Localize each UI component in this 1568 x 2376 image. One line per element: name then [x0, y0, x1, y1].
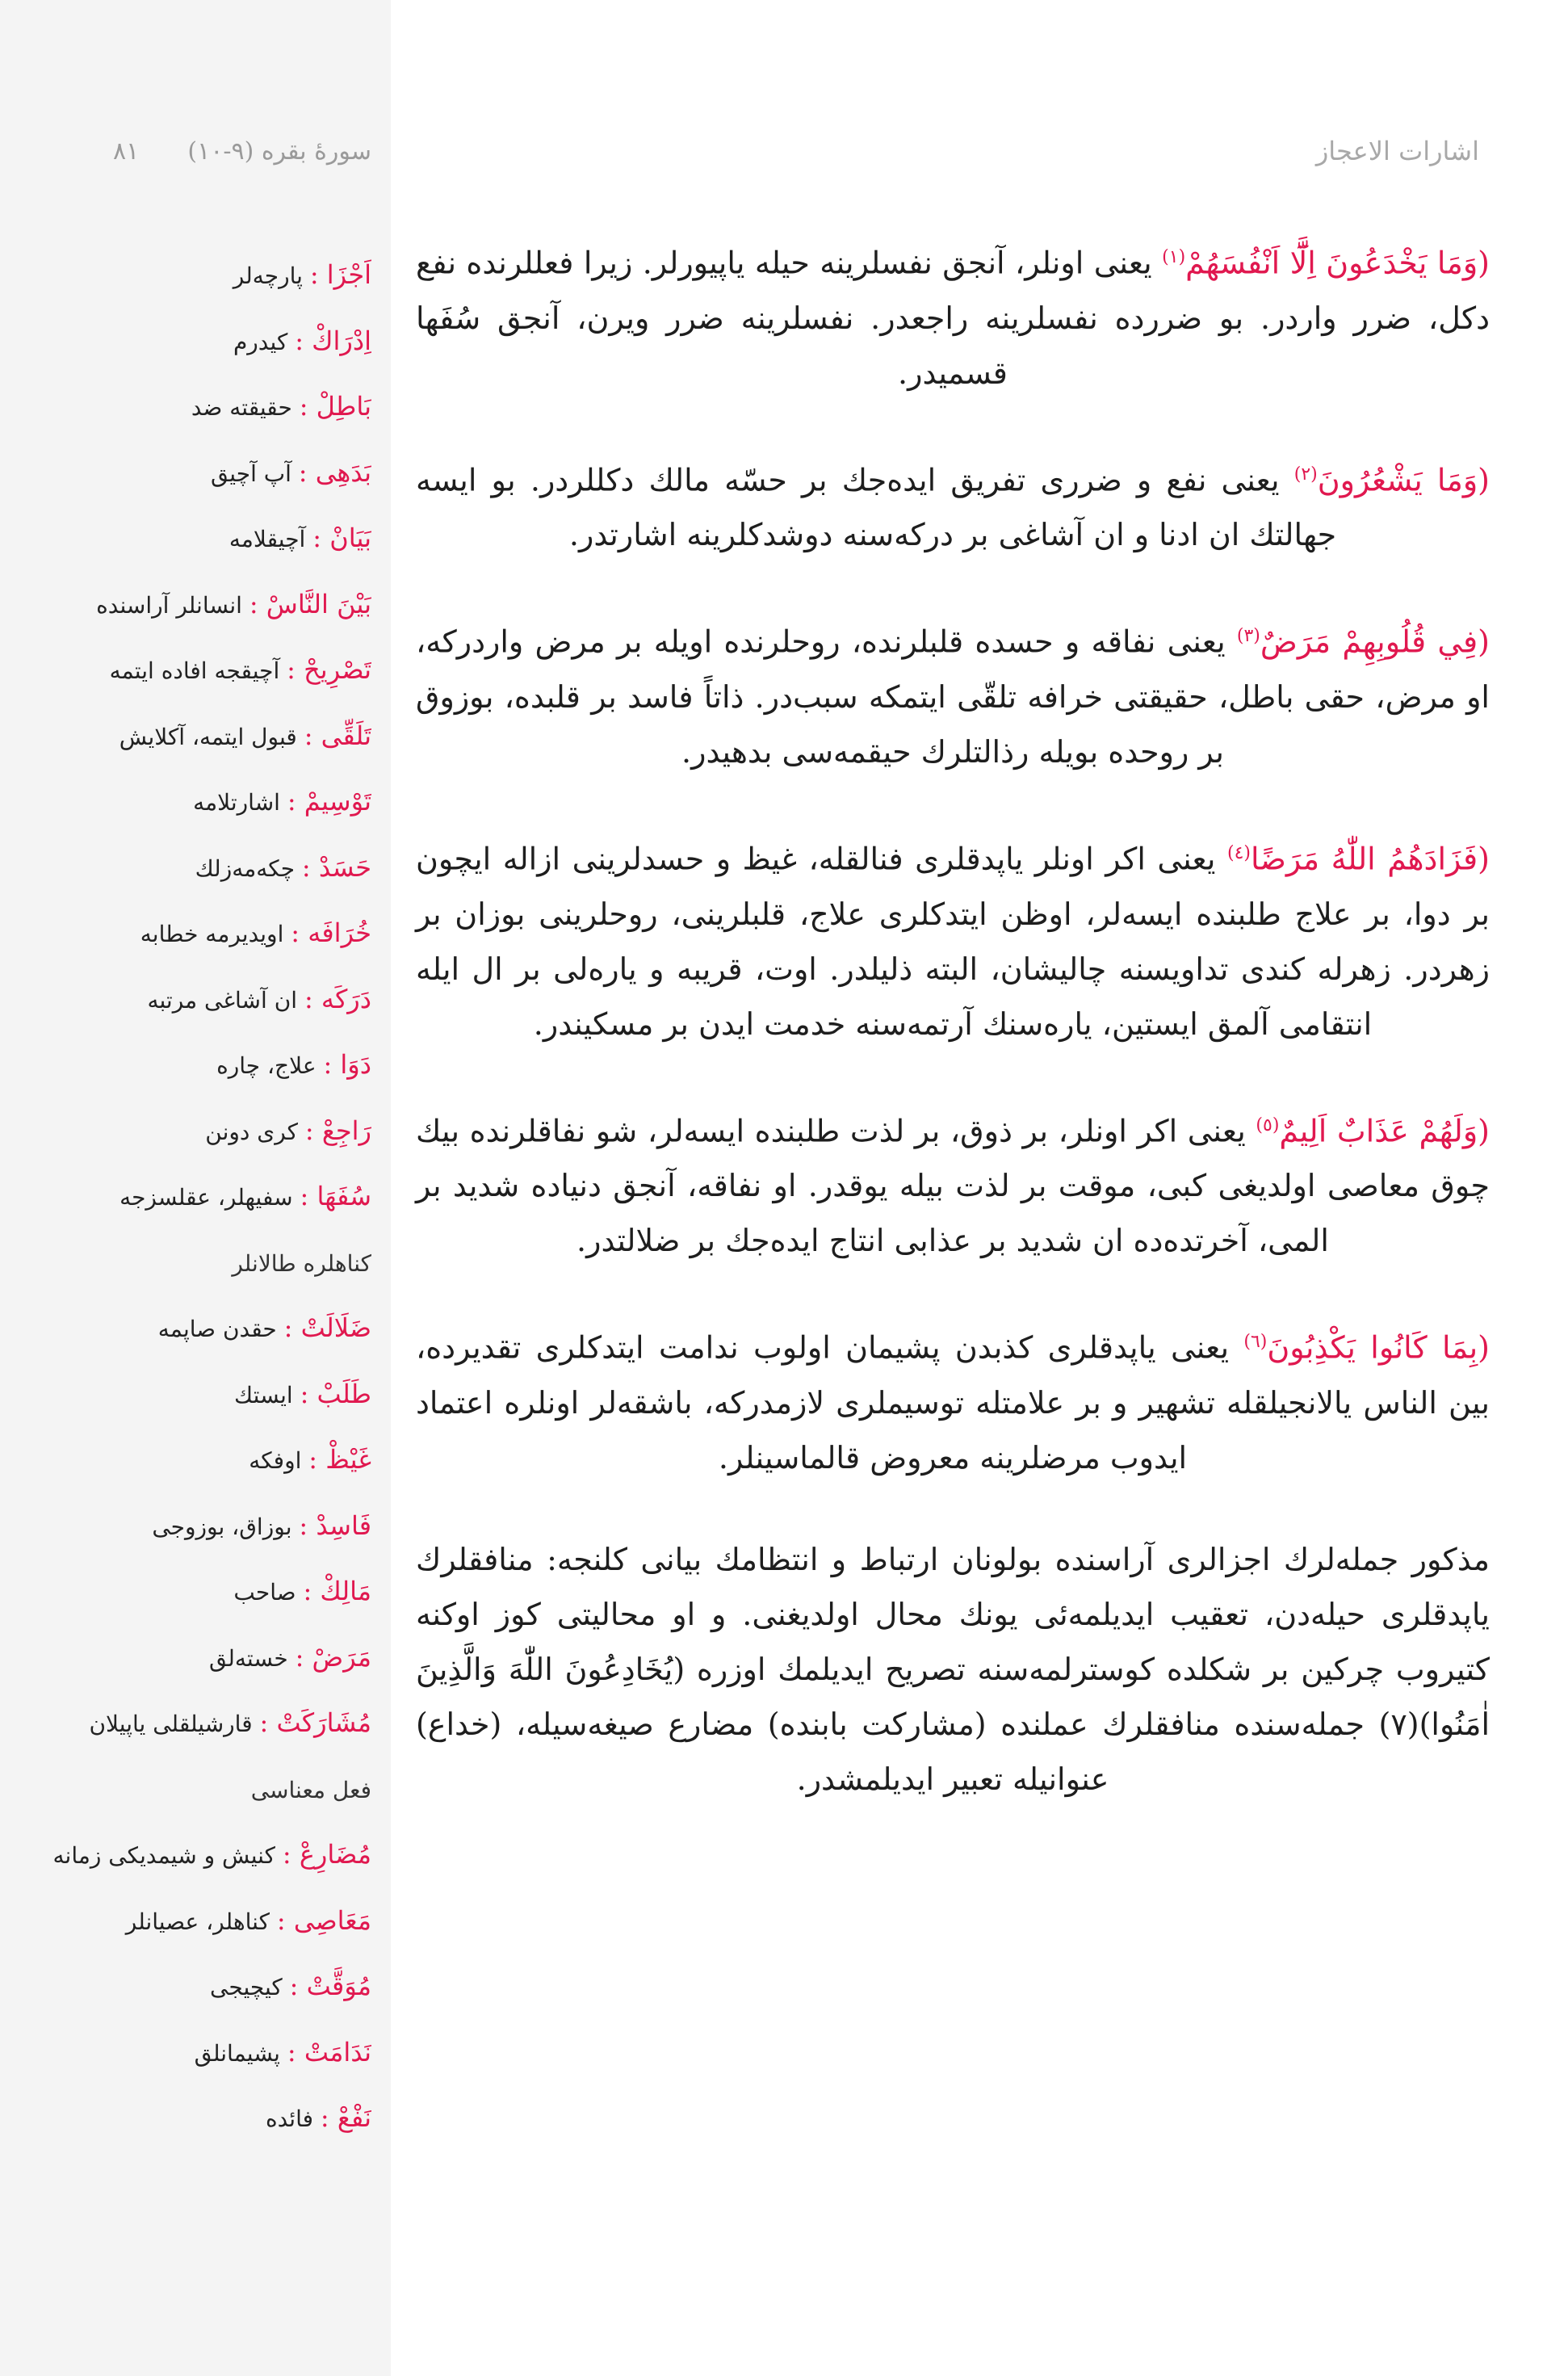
- glossary-definition: آپ آچیق: [210, 460, 291, 487]
- paragraph-text: یعنی اونلر، آنجق نفسلرینه حیله یاپیورلر. زیرا فعللرنده نفع دکل، ضرر واردر. بو ضررده نفسلرینه راجعدر. نفسلرینه ضرر ویرن، آنجق سُفَها قسمیدر.: [416, 245, 1490, 391]
- glossary-term: تَصْرِیحْ :: [287, 654, 371, 685]
- glossary-entry: [32, 1822, 371, 1888]
- glossary-term: بَاطِلْ :: [299, 391, 371, 422]
- glossary-entry: [32, 1362, 371, 1428]
- glossary-term: سُفَهَا :: [300, 1181, 371, 1211]
- footnote-marker: (٦): [1243, 1332, 1268, 1353]
- glossary-entry: [32, 1295, 371, 1362]
- quran-verse: (وَلَهُمْ عَذَابٌ اَلِيمٌ: [1279, 1113, 1490, 1149]
- quran-verse: (بِمَا كَانُوا يَكْذِبُونَ: [1267, 1329, 1490, 1366]
- glossary-entry: [32, 572, 371, 638]
- glossary-entry: [32, 967, 371, 1033]
- commentary-paragraph: [416, 1098, 1490, 1269]
- glossary-definition: فائده: [265, 2105, 314, 2132]
- book-title: اشارات الاعجاز: [1315, 136, 1479, 166]
- glossary-term: خُرَافَه :: [291, 917, 371, 948]
- glossary-definition: اوفکه: [249, 1447, 302, 1474]
- glossary-entry: [32, 374, 371, 440]
- glossary-definition: بوزاق، بوزوجی: [152, 1513, 292, 1540]
- glossary-definition: صاحب: [233, 1579, 296, 1606]
- glossary-term: مُوَقَّتْ :: [289, 1971, 371, 2001]
- glossary-entry: [32, 1032, 371, 1098]
- glossary-definition: کناهلره طالانلر: [232, 1249, 371, 1277]
- quran-verse: (فِي قُلُوبِهِمْ مَرَضٌ: [1260, 623, 1490, 660]
- glossary-term: مَعَاصِی :: [276, 1904, 371, 1936]
- glossary-term: نَدَامَتْ :: [287, 2036, 371, 2067]
- glossary-entry: [32, 1164, 371, 1230]
- glossary-definition: اشارتلامه: [193, 789, 280, 816]
- glossary-definition: کنیش و شیمدیکی زمانه: [52, 1842, 275, 1869]
- main-text: [416, 230, 1490, 1853]
- glossary-term: نَفْعْ :: [320, 2102, 371, 2133]
- glossary-definition: پارچه‌لر: [233, 262, 303, 289]
- glossary-definition: کیچیجی: [210, 1974, 283, 2000]
- footnote-marker: (٣): [1236, 626, 1260, 647]
- glossary-entry: [32, 1690, 371, 1757]
- glossary-entry: [32, 1098, 371, 1165]
- paragraph-text: یعنی اکر اونلر، بر ذوق، بر لذت طلبنده ایسه‌لر، شو نفاقلرنده بیك چوق معاصی اولدیغی کبی، موقت بر لذت بیله یوقدر. او نفاقه، آنجق دنیاده شدید بر المی، آخرتده‌ده ان شدید بر عذابی انتاج ایده‌جك بر ضلالتدر.: [416, 1113, 1490, 1259]
- glossary-entry: [32, 506, 371, 572]
- commentary-paragraph: [416, 230, 1490, 401]
- quran-verse: (وَمَا يَخْدَعُونَ اِلَّٓا اَنْفُسَهُمْ: [1185, 245, 1490, 281]
- glossary-term: حَسَدْ :: [301, 851, 371, 883]
- glossary-term: تَلَقِّی :: [304, 720, 371, 751]
- paragraph-text: یعنی اکر اونلر یاپدقلری فنالقله، غیظ و حسدلرینی ازاله ایچون بر دوا، بر علاج طلبنده ایسه‌لر، اوظن ایتدکلری علاج، قلبلرینی، روحلرینی بوزان بر زهردر. زهرله کندی تداویسنه چالیشان، البته ذلیلدر. اوت، قریبه و یاره‌لی بر ال ایله انتقامی آلمق ایستین، یاره‌سنك آرتمه‌سنه خدمت ایدن بر مسکیندر.: [416, 841, 1490, 1042]
- footnote-marker: (٤): [1226, 842, 1251, 863]
- glossary-definition: اویدیرمه خطابه: [140, 921, 284, 947]
- glossary-entry: [32, 835, 371, 901]
- glossary-term: مَرَضْ :: [295, 1641, 371, 1673]
- glossary-entry: [32, 242, 371, 309]
- quran-verse: (وَمَا يَشْعُرُونَ: [1317, 462, 1490, 498]
- glossary-term: بَدَهِی :: [298, 456, 371, 488]
- glossary-definition: سفیهلر، عقلسزجه: [119, 1184, 293, 1211]
- glossary-entry: [32, 900, 371, 967]
- glossary-entry: [32, 1757, 371, 1823]
- glossary-term: اِدْرَاكْ :: [295, 325, 371, 356]
- glossary-term: غَیْظْ :: [308, 1444, 371, 1475]
- glossary-entry: [32, 2020, 371, 2086]
- glossary-entry: [32, 1888, 371, 1954]
- commentary-paragraph: [416, 447, 1490, 563]
- glossary-entry: [32, 309, 371, 375]
- glossary-entry: [32, 703, 371, 770]
- glossary-entry: [32, 1954, 371, 2020]
- glossary-definition: حقدن صاپمه: [157, 1316, 277, 1342]
- glossary-term: مَالِكْ :: [303, 1576, 371, 1606]
- glossary-definition: کیدرم: [233, 328, 288, 355]
- paragraph-text: یعنی نفاقه و حسده قلبلرنده، روحلرنده اویله بر مرض واردرکه، او مرض، حقی باطل، حقیقتی خرافه تلقّی ایتمکه سبب‌در. ذاتاً فاسد بر قلبده، بوزوق بر روحده بویله رذالتلرك حیقمه‌سی بدهیدر.: [416, 623, 1490, 770]
- glossary-entry: [32, 1230, 371, 1296]
- glossary-term: دَرَكَه :: [304, 983, 371, 1014]
- glossary-definition: آچیقجه افاده ایتمه: [109, 657, 280, 684]
- glossary-definition: علاج، چاره: [216, 1052, 317, 1079]
- glossary-definition: انسانلر آراسنده: [96, 591, 242, 619]
- glossary-definition: چکه‌مه‌زلك: [195, 854, 296, 882]
- glossary-definition: کری دونن: [205, 1118, 298, 1145]
- paragraph-text: یعنی نفع و ضرری تفریق ایده‌جك بر حسّه مالك دکللردر. بو ایسه جهالتك ان ادنا و ان آشاغی بر درکه‌سنه دوشدکلرینه اشارتدر.: [416, 462, 1337, 553]
- glossary-definition: فعل معناسی: [250, 1776, 371, 1803]
- glossary-term: اَجْزَا :: [309, 259, 371, 290]
- quran-verse: (فَزَادَهُمُ اللّٰهُ مَرَضًا: [1250, 841, 1490, 877]
- page-number: ٨١: [113, 137, 140, 166]
- glossary-term: مُضَارِعْ :: [282, 1839, 371, 1870]
- glossary-definition: قارشیلقلی یاپیلان: [89, 1711, 253, 1737]
- glossary-definition: آچیقلامه: [228, 526, 306, 552]
- footnote-marker: (١): [1162, 247, 1186, 267]
- glossary-entry: [32, 1625, 371, 1691]
- commentary-paragraph: [416, 1315, 1490, 1485]
- glossary-definition: ایستك: [234, 1381, 293, 1408]
- glossary-definition: حقیقته ضد: [191, 394, 292, 421]
- glossary-term: بَیْنَ النَّاسْ :: [249, 588, 371, 619]
- footnote-marker: (٥): [1256, 1115, 1280, 1136]
- glossary-list: [32, 242, 371, 2151]
- glossary-entry: [32, 1559, 371, 1625]
- commentary-paragraph: [416, 826, 1490, 1052]
- commentary-paragraph: [416, 609, 1490, 779]
- glossary-term: دَوَا :: [323, 1049, 371, 1080]
- glossary-term: فَاسِدْ :: [299, 1509, 371, 1541]
- glossary-term: طَلَبْ :: [300, 1378, 371, 1409]
- paragraph-text: یعنی یاپدقلری کذبدن پشیمان اولوب ندامت ایتدکلری تقدیرده، بین الناس یالانجیلقله تشهیر و بر علامتله توسیملری لازمدرکه، باشقه‌لر اونلره اعتماد ایدوب مرضلرینه معروض قالماسینلر.: [416, 1329, 1490, 1476]
- glossary-entry: [32, 637, 371, 703]
- glossary-definition: کناهلر، عصیانلر: [125, 1908, 270, 1935]
- glossary-entry: [32, 1493, 371, 1560]
- glossary-entry: [32, 769, 371, 835]
- glossary-definition: قبول ایتمه، آکلایش: [119, 723, 297, 750]
- glossary-definition: ان آشاغی مرتبه: [147, 986, 298, 1014]
- surah-range: سورهٔ بقره (٩-١٠): [187, 137, 371, 166]
- glossary-definition: پشیمانلق: [194, 2039, 280, 2067]
- commentary-paragraph: [416, 1532, 1490, 1807]
- glossary-definition: خسته‌لق: [209, 1644, 288, 1672]
- glossary-term: تَوْسِیمْ :: [287, 786, 371, 816]
- glossary-entry: [32, 440, 371, 506]
- paragraph-text: مذکور جمله‌لرك اجزالری آراسنده بولونان ارتباط و انتظامك بیانی کلنجه: منافقلرك یاپدقلری حیله‌دن، تعقیب ایدیلمه‌ئی یونك محال اولدیغنی. و او محالیتی کوز اوکنه کتیروب چرکین بر شکلده کوسترلمه‌سنه تصریح ایدیلمك اوزره (يُخَادِعُونَ اللّٰهَ وَالَّذِينَ اٰمَنُوا)(٧) جمله‌سنده منافقلرك عملنده (مشارکت بابنده) مضارع صیغه‌سیله، (خداع) عنوانیله تعبیر ایدیلمشدر.: [416, 1541, 1490, 1797]
- glossary-term: ضَلَالَتْ :: [283, 1312, 371, 1343]
- glossary-entry: [32, 1427, 371, 1493]
- glossary-entry: [32, 2085, 371, 2151]
- glossary-term: رَاجِعْ :: [304, 1115, 371, 1146]
- page-header-left: [113, 137, 371, 166]
- glossary-term: مُشَارَكَتْ :: [259, 1707, 371, 1738]
- glossary-term: بَیَانْ :: [312, 523, 371, 553]
- footnote-marker: (٢): [1293, 464, 1318, 485]
